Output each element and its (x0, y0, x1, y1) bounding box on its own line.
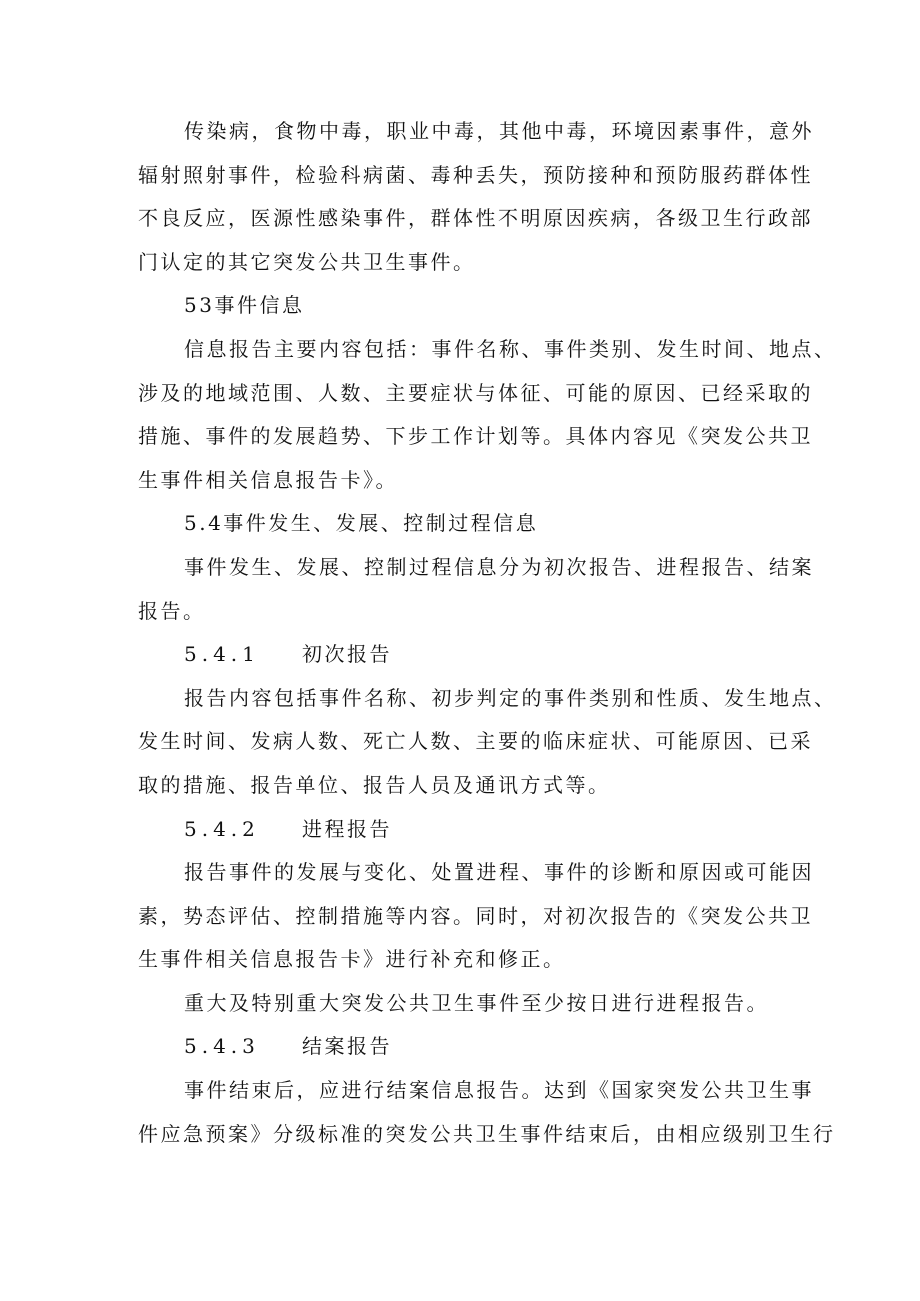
document-body (138, 110, 837, 1156)
paragraph-line: 事件结束后，应进行结案信息报告。达到《国家突发公共卫生事 (184, 1078, 814, 1103)
section-number: 5.4.3 (184, 1034, 260, 1059)
paragraph-line: 传染病，食物中毒，职业中毒，其他中毒，环境因素事件，意外 (184, 119, 814, 143)
paragraph-line: 涉及的地域范围、人数、主要症状与体征、可能的原因、已经采取的 (138, 380, 813, 405)
section-title: 初次报告 (302, 642, 392, 667)
section-heading-5-4: 5.4事件发生、发展、控制过程信息 (184, 511, 539, 536)
paragraph-line: 生事件相关信息报告卡》进行补充和修正。 (138, 947, 566, 972)
paragraph-line: 信息报告主要内容包括：事件名称、事件类别、发生时间、地点、 (184, 336, 837, 361)
paragraph-line: 件应急预案》分级标准的突发公共卫生事件结束后，由相应级别卫生行 (138, 1121, 836, 1146)
paragraph-line: 报告内容包括事件名称、初步判定的事件类别和性质、发生地点、 (184, 685, 837, 710)
paragraph-line: 素，势态评估、控制措施等内容。同时，对初次报告的《突发公共卫 (138, 903, 813, 928)
section-heading-5-4-3 (138, 1025, 808, 1069)
paragraph-line: 重大及特别重大突发公共卫生事件至少按日进行进程报告。 (184, 990, 769, 1015)
paragraph-line: 辐射照射事件，检验科病菌、毒种丢失，预防接种和预防服药群体性 (138, 162, 813, 187)
paragraph-line: 措施、事件的发展趋势、下步工作计划等。具体内容见《突发公共卫 (138, 424, 813, 449)
paragraph-line: 报告。 (138, 598, 206, 623)
paragraph-line: 发生时间、发病人数、死亡人数、主要的临床症状、可能原因、已采 (138, 729, 813, 754)
paragraph-line: 取的措施、报告单位、报告人员及通讯方式等。 (138, 772, 611, 797)
section-heading-5-4-1 (138, 633, 808, 677)
paragraph-line: 报告事件的发展与变化、处置进程、事件的诊断和原因或可能因 (184, 860, 814, 885)
paragraph-line: 不良反应，医源性感染事件，群体性不明原因疾病，各级卫生行政部 (138, 206, 813, 231)
section-title: 进程报告 (302, 816, 392, 841)
paragraph-line: 事件发生、发展、控制过程信息分为初次报告、进程报告、结案 (184, 554, 814, 579)
section-heading-5-4-2 (138, 808, 808, 852)
paragraph-line: 门认定的其它突发公共卫生事件。 (138, 249, 476, 274)
section-heading-5-3: 53事件信息 (184, 293, 305, 318)
paragraph-line: 生事件相关信息报告卡》。 (138, 467, 398, 492)
section-title: 结案报告 (302, 1034, 392, 1059)
section-number: 5.4.1 (184, 642, 260, 667)
section-number: 5.4.2 (184, 816, 260, 841)
